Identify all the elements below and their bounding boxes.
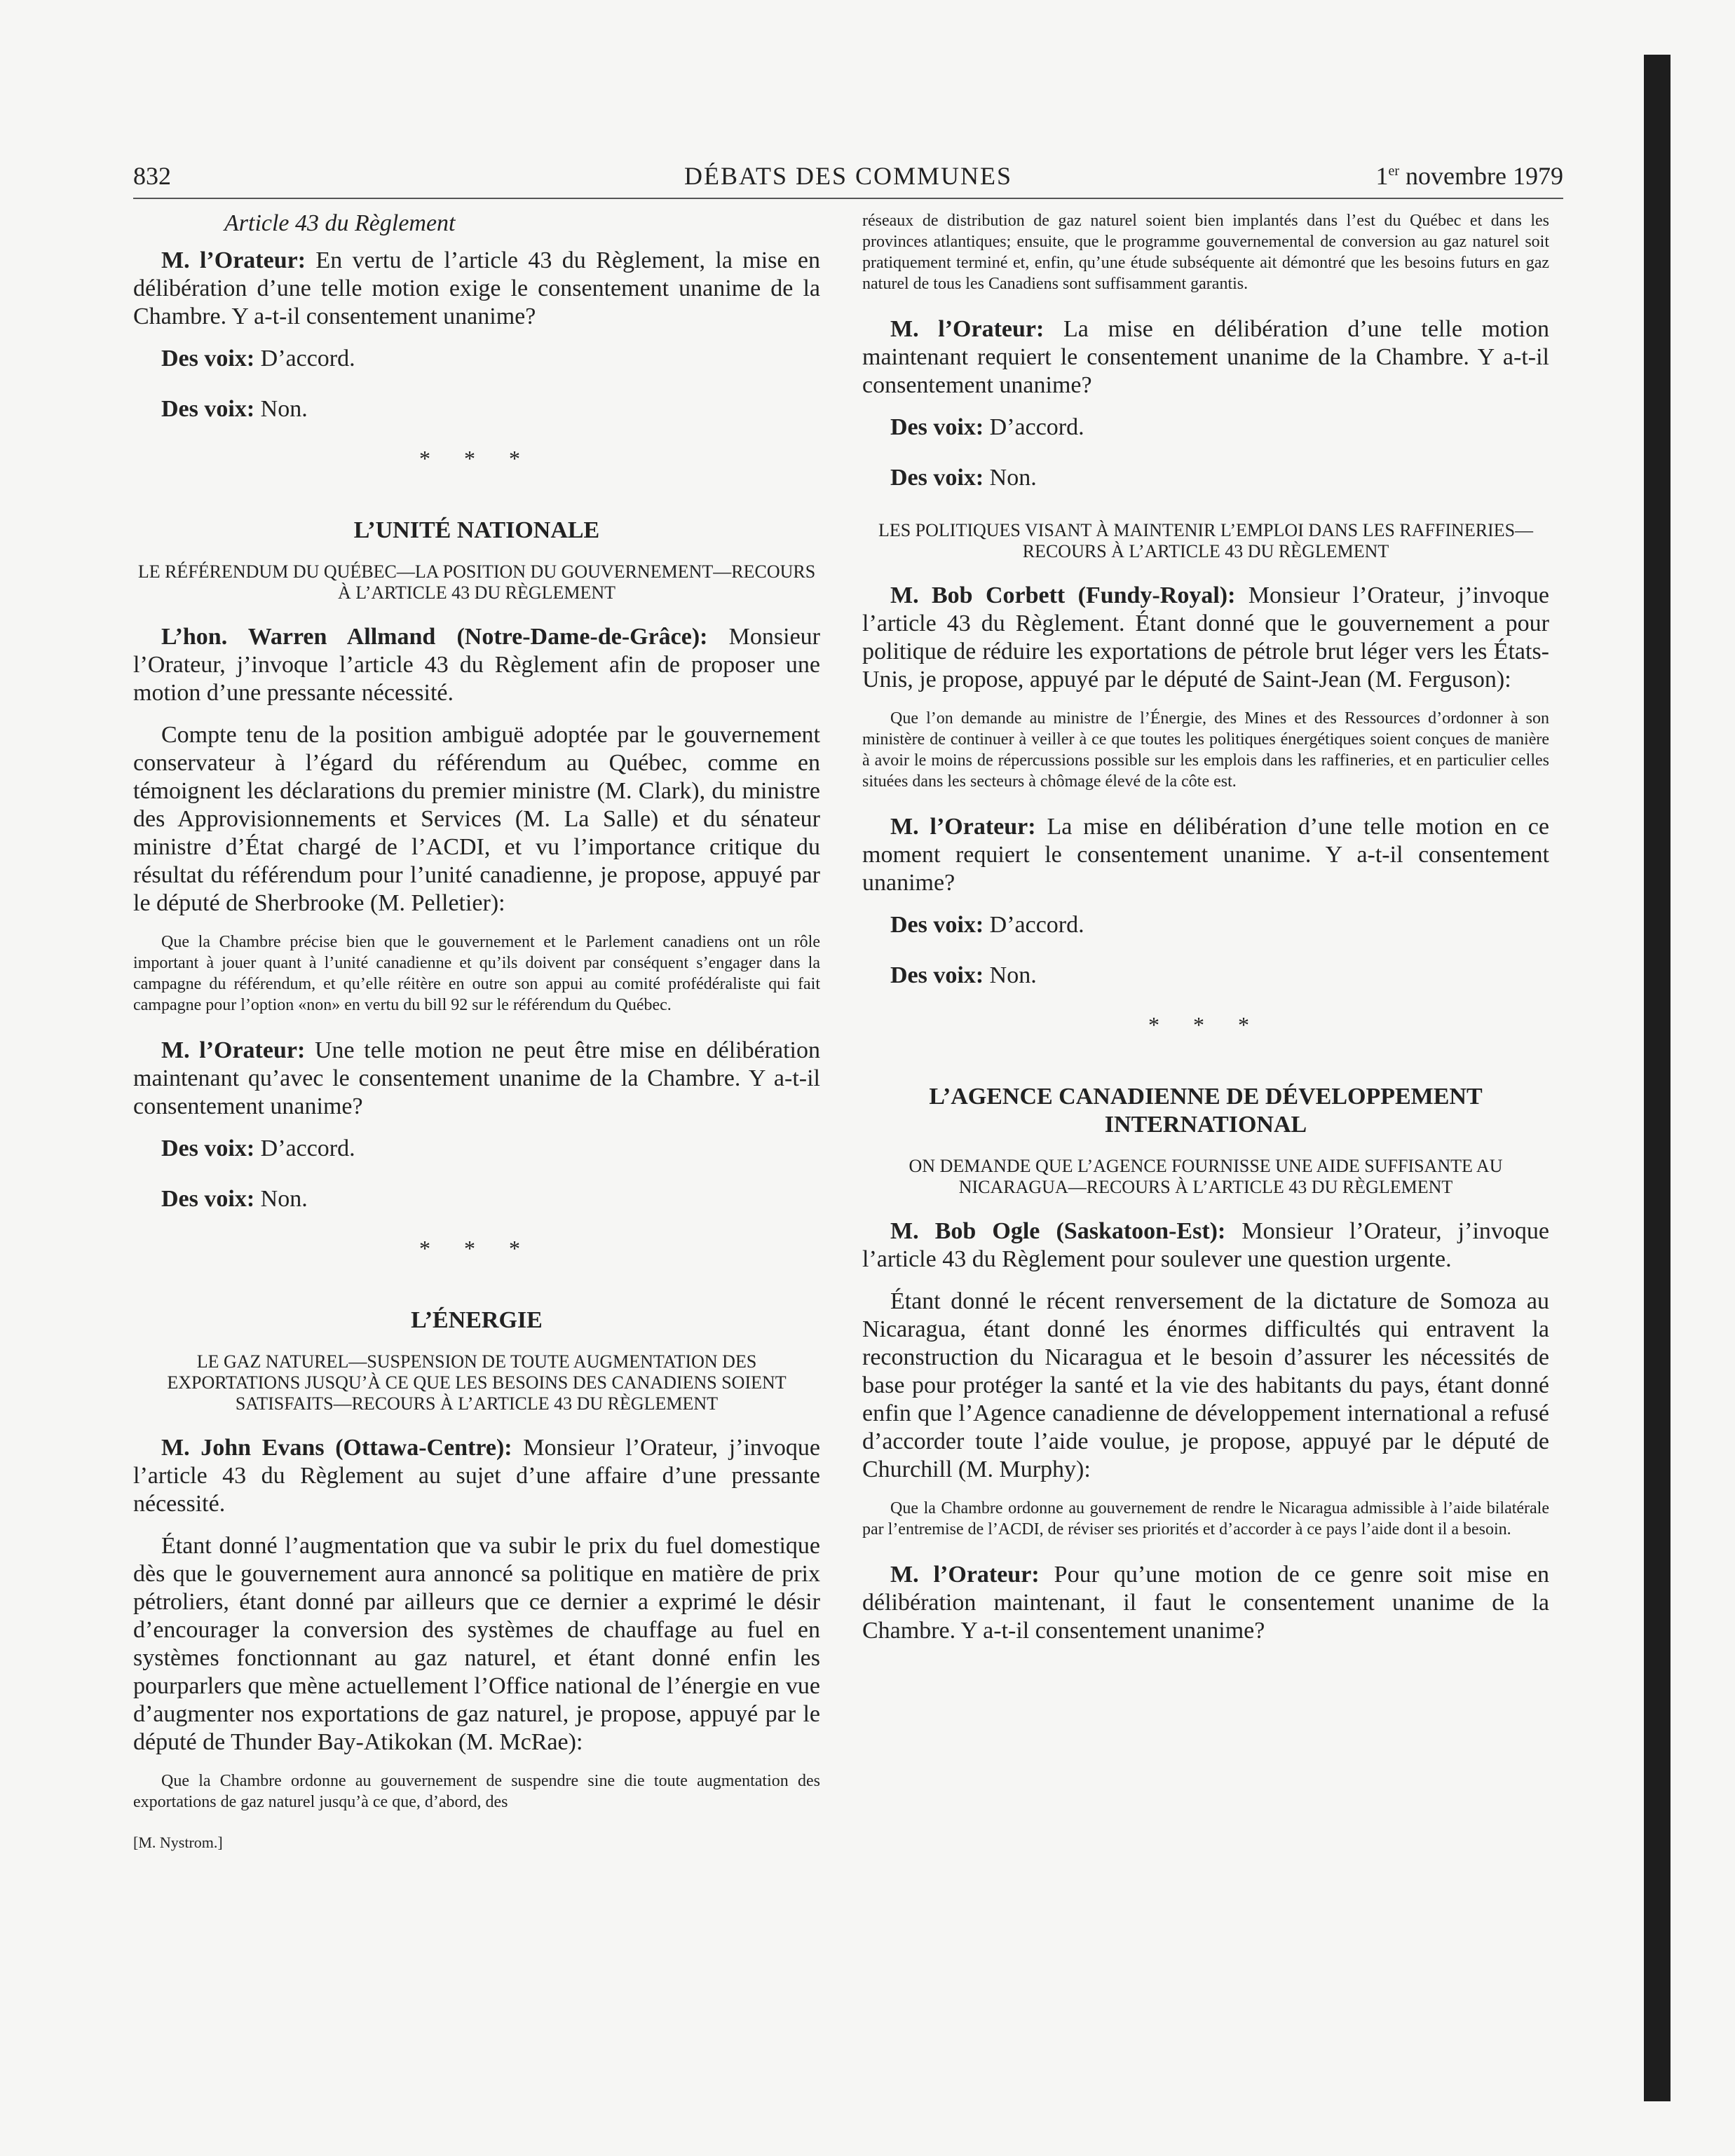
section-heading: L’ÉNERGIE [411,1307,543,1333]
speaker-name: M. l’Orateur: [890,1562,1040,1588]
scan-edge-bar [1644,55,1671,2101]
paragraph: M. l’Orateur: En vertu de l’article 43 du Règlement, la mise en délibération d’une telle motion exige le consentement unanime de la Chambre. Y a-t-il consentement unanime? [133,247,820,329]
motion-text: Que la Chambre précise bien que le gouvernement et le Parlement canadiens ont un rôle important à jouer quant à l’unité canadienne et qu’ils doivent par conséquent s’engager dans la campagne du référendum, et qu’elle réitère en outre son appui au comité profédéraliste qui fait campagne pour l’option «non» en vertu du bill 92 sur le référendum du Québec. [133,933,820,1014]
subsection-heading: LES POLITIQUES VISANT À MAINTENIR L’EMPLOI DANS LES RAFFINERIES—RECOURS À L’ARTICLE 43 DU RÈGLEMENT [878,520,1534,561]
section-separator: * * * [419,1236,534,1261]
paragraph: Compte tenu de la position ambiguë adoptée par le gouvernement conservateur à l’égard du référendum au Québec, comme en témoignent les déclarations du premier ministre (M. Clark), du ministre des Approvisionnements et Services (M. La Salle) et du sénateur ministre d’État chargé de l’ACDI, et vu l’importance critique du résultat du référendum pour l’unité canadienne, je propose, appuyé par le député de Sherbrooke (M. Pelletier): [133,722,820,916]
paragraph: M. Bob Ogle (Saskatoon-Est): Monsieur l’Orateur, j’invoque l’article 43 du Règlement pour soulever une question urgente. [862,1218,1549,1272]
speaker-name: M. l’Orateur: [161,247,306,273]
subsection-heading: ON DEMANDE QUE L’AGENCE FOURNISSE UNE AIDE SUFFISANTE AU NICARAGUA—RECOURS À L’ARTICLE 43 DU RÈGLEMENT [909,1156,1503,1197]
section-heading: L’AGENCE CANADIENNE DE DÉVELOPPEMENT INTERNATIONAL [929,1084,1483,1138]
motion-text: réseaux de distribution de gaz naturel soient bien implantés dans l’est du Québec et dans les provinces atlantiques; ensuite, que le programme gouvernemental de conversion au gaz naturel soit pratiquement terminé et, enfin, qu’une étude subséquente ait démontré que les besoins futurs en gaz naturel de tous les Canadiens sont suffisamment garantis. [862,212,1549,293]
paragraph: Étant donné le récent renversement de la dictature de Somoza au Nicaragua, étant donné les énormes difficultés qui entravent la reconstruction du Nicaragua et le besoin d’assurer les nécessités de base pour protéger la santé et la vie des habitants du pays, étant donné enfin que l’Agence canadienne de développement international a refusé d’accorder toute l’aide voulue, je propose, appuyé par le député de Churchill (M. Murphy): [862,1288,1549,1482]
left-column [133,210,820,1852]
paragraph: Étant donné l’augmentation que va subir le prix du fuel domestique dès que le gouvernement aura annoncé sa politique en matière de prix pétroliers, étant donné par ailleurs que ce dernier a exprimé le désir d’encourager la conversion des systèmes de chauffage au fuel en systèmes fonctionnant au gaz naturel, et étant donné enfin les pourparlers que mène actuellement l’Office national de l’énergie en vue d’augmenter nos exportations de gaz naturel, je propose, appuyé par le député de Thunder Bay-Atikokan (M. McRae): [133,1533,820,1755]
right-column [862,210,1549,1659]
motion-text: Que la Chambre ordonne au gouvernement de rendre le Nicaragua admissible à l’aide bilatérale par l’entremise de l’ACDI, de réviser ses priorités et d’accorder à ce pays l’aide dont il a besoin. [862,1499,1549,1538]
subsection-heading: LE GAZ NATUREL—SUSPENSION DE TOUTE AUGMENTATION DES EXPORTATIONS JUSQU’À CE QUE LES BESOINS DES CANADIENS SOIENT SATISFAITS—RECOURS À L’ARTICLE 43 DU RÈGLEMENT [167,1351,787,1414]
paragraph: L’hon. Warren Allmand (Notre-Dame-de-Grâce): Monsieur l’Orateur, j’invoque l’article 43 du Règlement afin de proposer une motion d’une pressante nécessité. [133,624,820,706]
page-header [133,156,1563,199]
page-title: DÉBATS DES COMMUNES [683,162,1013,190]
page-number: 832 [133,162,171,190]
paragraph: M. l’Orateur: Une telle motion ne peut être mise en délibération maintenant qu’avec le consentement unanime de la Chambre. Y a-t-il consentement unanime? [133,1037,820,1119]
paragraph: M. l’Orateur: La mise en délibération d’une telle motion en ce moment requiert le consentement unanime. Y a-t-il consentement unanime? [862,814,1549,896]
motion-text: Que la Chambre ordonne au gouvernement de suspendre sine die toute augmentation des exportations de gaz naturel jusqu’à ce que, d’abord, des [133,1772,820,1811]
voices-line: Des voix: Non. [161,1186,308,1212]
page-date: 1er novembre 1979 [1375,162,1563,190]
voices-line: Des voix: Non. [161,396,308,422]
speaker-name: M. Bob Corbett (Fundy-Royal): [890,582,1236,608]
speaker-name: M. John Evans (Ottawa-Centre): [161,1435,512,1461]
speaker-name: M. l’Orateur: [890,814,1036,840]
paragraph: M. John Evans (Ottawa-Centre): Monsieur l’Orateur, j’invoque l’article 43 du Règlement au sujet d’une affaire d’une pressante nécessité. [133,1435,820,1517]
article-title: Article 43 du Règlement [224,210,456,236]
voices-line: Des voix: D’accord. [161,1135,355,1161]
voices-line: Des voix: Non. [890,962,1037,988]
voices-line: Des voix: D’accord. [890,912,1084,938]
footer-note: [M. Nystrom.] [133,1834,223,1851]
speaker-name: M. Bob Ogle (Saskatoon-Est): [890,1218,1226,1244]
page [133,156,1563,1851]
motion-text: Que l’on demande au ministre de l’Énergie, des Mines et des Ressources d’ordonner à son ministère de continuer à veiller à ce que toutes les politiques énergétiques soient conçues de manière à avoir le moins de répercussions possible sur les emplois dans les raffineries, et en particulier celles situées dans les secteurs à chômage élevé de la côte est. [862,709,1549,791]
speaker-name: L’hon. Warren Allmand (Notre-Dame-de-Grâce): [161,624,708,650]
voices-line: Des voix: Non. [890,465,1037,491]
paragraph: M. Bob Corbett (Fundy-Royal): Monsieur l’Orateur, j’invoque l’article 43 du Règlement. Étant donné que le gouvernement a pour politique de réduire les exportations de pétrole brut léger vers les États-Unis, je propose, appuyé par le député de Saint-Jean (M. Ferguson): [862,582,1549,692]
paragraph: M. l’Orateur: Pour qu’une motion de ce genre soit mise en délibération maintenant, il faut le consentement unanime de la Chambre. Y a-t-il consentement unanime? [862,1562,1549,1644]
speaker-name: M. l’Orateur: [890,316,1045,342]
voices-line: Des voix: D’accord. [890,414,1084,440]
section-heading: L’UNITÉ NATIONALE [353,517,600,543]
speaker-name: M. l’Orateur: [161,1037,306,1063]
paragraph: M. l’Orateur: La mise en délibération d’une telle motion maintenant requiert le consentement unanime de la Chambre. Y a-t-il consentement unanime? [862,316,1549,398]
subsection-heading: LE RÉFÉRENDUM DU QUÉBEC—LA POSITION DU GOUVERNEMENT—RECOURS À L’ARTICLE 43 DU RÈGLEMENT [137,561,816,603]
section-separator: * * * [1148,1012,1263,1037]
section-separator: * * * [419,446,534,471]
voices-line: Des voix: D’accord. [161,346,355,371]
